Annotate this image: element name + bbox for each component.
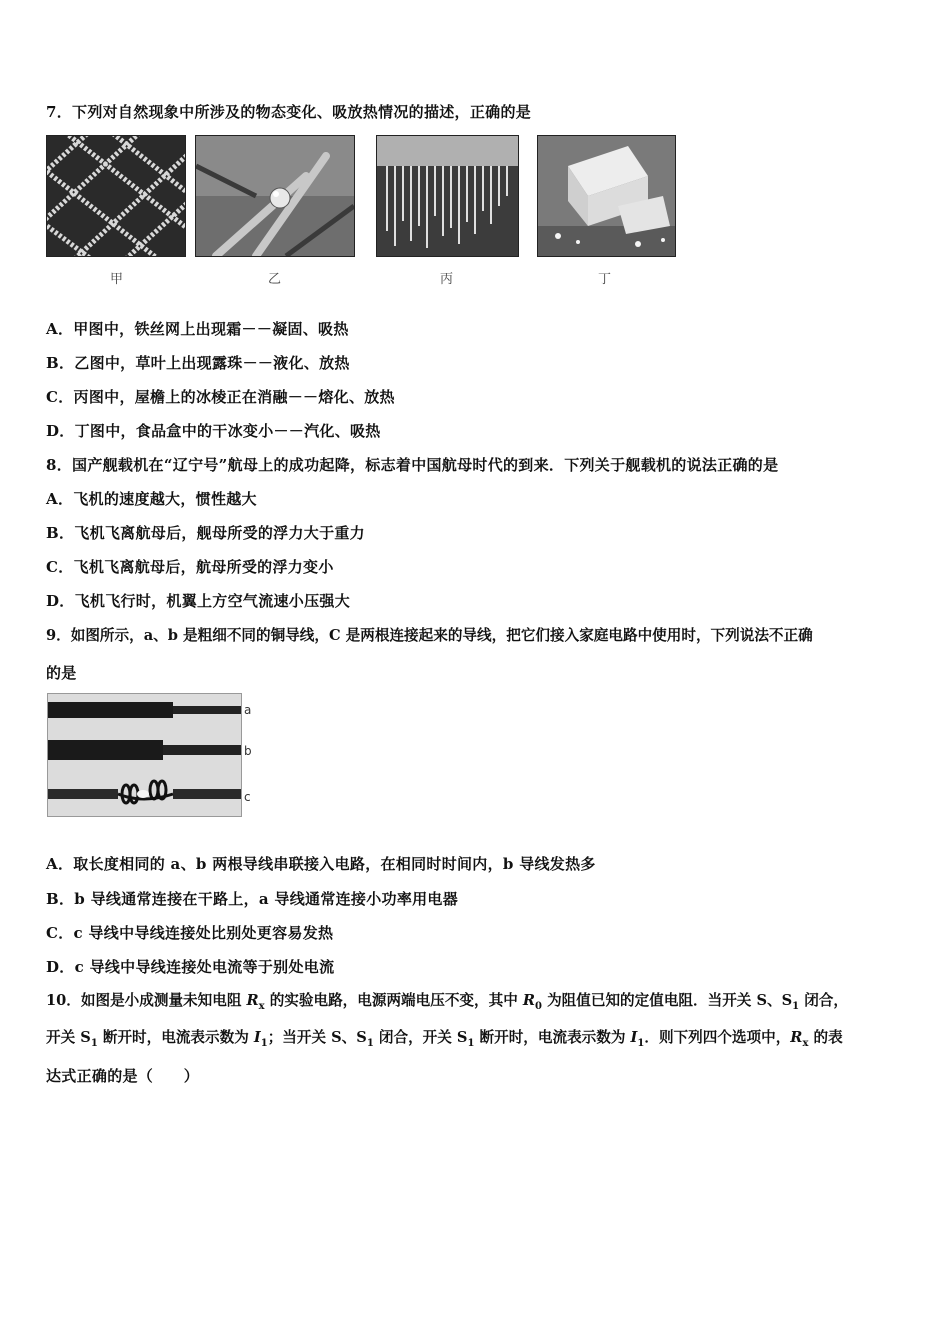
sub-1: 1 [467, 1037, 475, 1049]
sub-1: 1 [260, 1037, 268, 1049]
question-9-stem-line-1: 9．如图所示，a、b 是粗细不同的铜导线，C 是两根连接起来的导线，把它们接入家庭电路中使用时，下列说法不正确 [46, 627, 813, 644]
q10-text: ．则下列四个选项中， [644, 1029, 791, 1046]
question-7-option-a: A．甲图中，铁丝网上出现霜－－凝固、吸热 [46, 320, 349, 338]
var-i: I [253, 1029, 261, 1046]
question-8-option-a: A．飞机的速度越大，惯性越大 [46, 490, 257, 508]
caption-bing: 丙 [440, 272, 454, 287]
caption-ding: 丁 [598, 272, 612, 287]
question-7-stem: 7．下列对自然现象中所涉及的物态变化、吸放热情况的描述，正确的是 [46, 103, 532, 121]
question-8-stem: 8．国产舰载机在“辽宁号”航母上的成功起降，标志着中国航母时代的到来．下列关于舰载机的说法正确的是 [46, 456, 779, 474]
sub-x: x [258, 1000, 265, 1012]
question-8-option-d: D．飞机飞行时，机翼上方空气流速小压强大 [46, 592, 351, 610]
question-9-option-d: D．c 导线中导线连接处电流等于别处电流 [46, 958, 335, 976]
sub-0: 0 [535, 1000, 542, 1012]
question-7-option-b: B．乙图中，草叶上出现露珠－－液化、放热 [46, 354, 350, 372]
question-10-stem-line-1 [46, 991, 848, 1017]
photo-dry-ice [537, 135, 676, 257]
question-7-option-c: C．丙图中，屋檐上的冰棱正在消融－－熔化、放热 [46, 388, 395, 406]
photo-frost-wire-mesh [46, 135, 186, 257]
q10-text: ；当开关 S、S [267, 1029, 367, 1046]
sub-1: 1 [792, 1000, 800, 1012]
photo-copper-wires [47, 693, 242, 817]
var-i: I [630, 1029, 638, 1046]
q10-text: 为阻值已知的定值电阻．当开关 S、S [542, 992, 793, 1009]
question-9-option-c: C．c 导线中导线连接处比别处更容易发热 [46, 924, 334, 942]
caption-jia: 甲 [110, 272, 124, 287]
q10-text: 闭合，开关 S [373, 1029, 468, 1046]
wire-label-c: c [244, 790, 251, 804]
q10-text: 断开时，电流表示数为 [97, 1029, 254, 1046]
question-9-option-a: A．取长度相同的 a、b 两根导线串联接入电路，在相同时时间内，b 导线发热多 [46, 855, 596, 873]
question-10-stem-line-2 [46, 1028, 843, 1054]
q10-text: 的实验电路，电源两端电压不变，其中 [264, 992, 523, 1009]
q10-text: 10．如图是小成测量未知电阻 [46, 992, 247, 1009]
question-8-option-b: B．飞机飞离航母后，舰母所受的浮力大于重力 [46, 524, 365, 542]
q10-text: 的表 [808, 1029, 843, 1046]
var-r: R [790, 1029, 803, 1046]
photo-dew-on-grass [195, 135, 355, 257]
var-r: R [246, 992, 259, 1009]
var-r: R [522, 992, 536, 1009]
question-9-option-b: B．b 导线通常连接在干路上，a 导线通常连接小功率用电器 [46, 890, 459, 908]
q10-text: 开关 S [46, 1029, 91, 1046]
sub-1: 1 [637, 1037, 645, 1049]
question-8-option-c: C．飞机飞离航母后，航母所受的浮力变小 [46, 558, 334, 576]
q10-text: 闭合， [799, 992, 848, 1009]
sub-1: 1 [366, 1037, 374, 1049]
sub-x: x [802, 1037, 809, 1049]
wire-label-b: b [244, 744, 252, 758]
sub-1: 1 [90, 1037, 98, 1049]
question-7-option-d: D．丁图中，食品盒中的干冰变小－－汽化、吸热 [46, 422, 381, 440]
caption-yi: 乙 [268, 272, 282, 287]
question-9-stem-line-2: 的是 [46, 664, 77, 682]
wire-label-a: a [244, 703, 252, 717]
question-10-stem-line-3: 达式正确的是（ ） [46, 1067, 200, 1085]
photo-icicles-on-eaves [376, 135, 519, 257]
q10-text: 断开时，电流表示数为 [474, 1029, 631, 1046]
